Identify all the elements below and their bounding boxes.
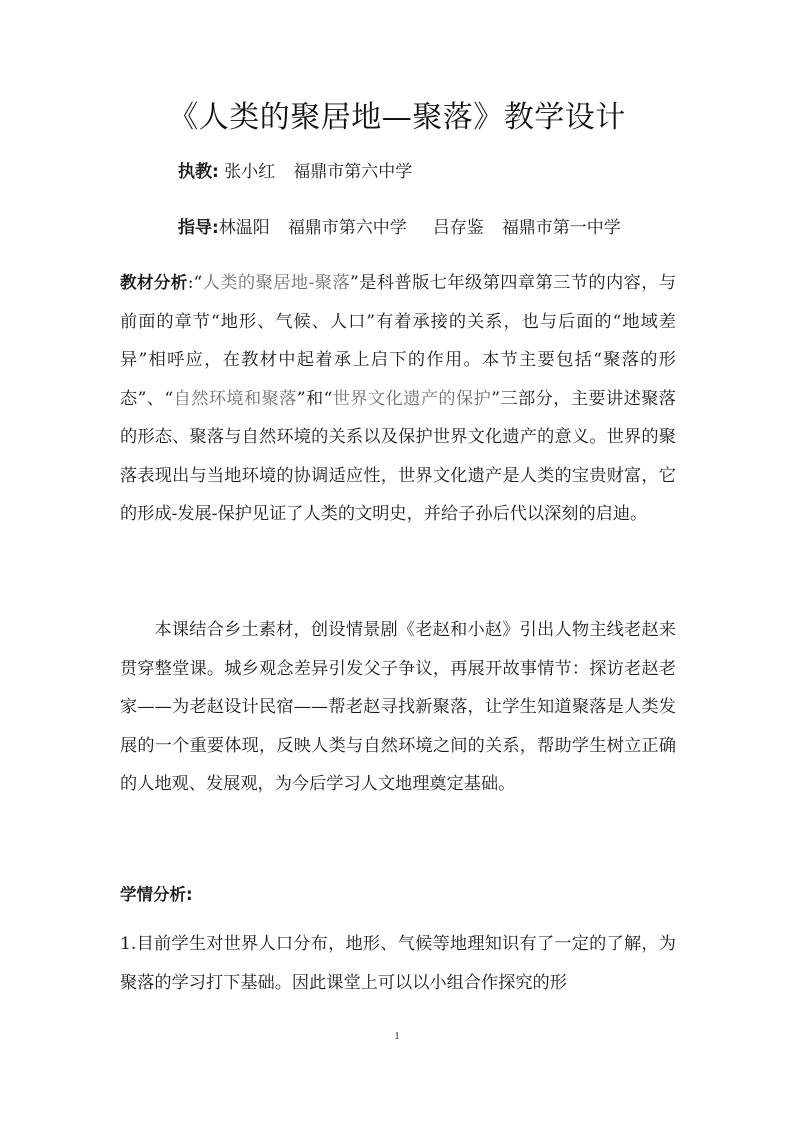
page-number: 1 <box>394 1030 400 1042</box>
teacher-school: 福鼎市第六中学 <box>293 162 413 182</box>
document-title: 《人类的聚居地—聚落》教学设计 <box>168 100 626 135</box>
quote-open: “ <box>193 273 203 293</box>
lesson-design-paragraph: 本课结合乡土素材，创设情景剧《老赵和小赵》引出人物主线老赵来贯穿整堂课。城乡观念差异引发父子争议，再展开故事情节：探访老赵老家——为老赵设计民宿——帮老赵寻找新聚落，让学生知道聚落是人类发展的一个重要体现，反映人类与自然环境之间的关系，帮助学生树立正确的人地观、发展观，为今后学习人文地理奠定基础。 <box>120 620 676 794</box>
advisor2-name: 吕存鉴 <box>432 218 484 238</box>
heritage-highlight: 世界文化遗产的保护 <box>332 388 492 409</box>
teacher-name: 张小红 <box>224 162 276 182</box>
textbook-analysis-text-2: ”和“ <box>296 388 333 409</box>
teacher-line <box>178 160 412 184</box>
advisor2-school: 福鼎市第一中学 <box>501 218 621 238</box>
learner-analysis-heading <box>120 876 676 915</box>
textbook-analysis-text-1: ”是科普版七年级第四章第三节的内容，与前面的章节“地形、气候、人口”有着承接的关系，也与后面的“地域差异”相呼应，在教材中起着承上启下的作用。本节主要包括“聚落的形态”、“ <box>120 273 677 409</box>
teacher-label: 执教: <box>178 162 219 182</box>
lesson-title-highlight: 人类的聚居地-聚落 <box>202 273 351 293</box>
nature-highlight: 自然环境和聚落 <box>173 388 297 409</box>
learner-analysis-label: 学情分析: <box>120 885 193 904</box>
textbook-analysis-paragraph <box>120 264 676 534</box>
textbook-analysis-label: 教材分析 <box>120 273 188 292</box>
advisor1-school: 福鼎市第六中学 <box>287 218 407 238</box>
advisor-label: 指导: <box>178 218 219 238</box>
learner-analysis-item-1: 1.目前学生对世界人口分布，地形、气候等地理知识有了一定的了解，为聚落的学习打下基础。因此课堂上可以以小组合作探究的形 <box>120 934 676 993</box>
advisor1-name: 林温阳 <box>218 218 270 238</box>
textbook-analysis-colon: : <box>187 273 194 293</box>
textbook-analysis-text-3: ”三部分，主要讲述聚落的形态、聚落与自然环境的关系以及保护世界文化遗产的意义。世界的聚落表现出与当地环境的协调适应性，世界文化遗产是人类的宝贵财富，它的形成-发展-保护见证了人类的文明史，并给子孙后代以深刻的启迪。 <box>120 388 676 524</box>
advisor-line <box>178 216 621 240</box>
